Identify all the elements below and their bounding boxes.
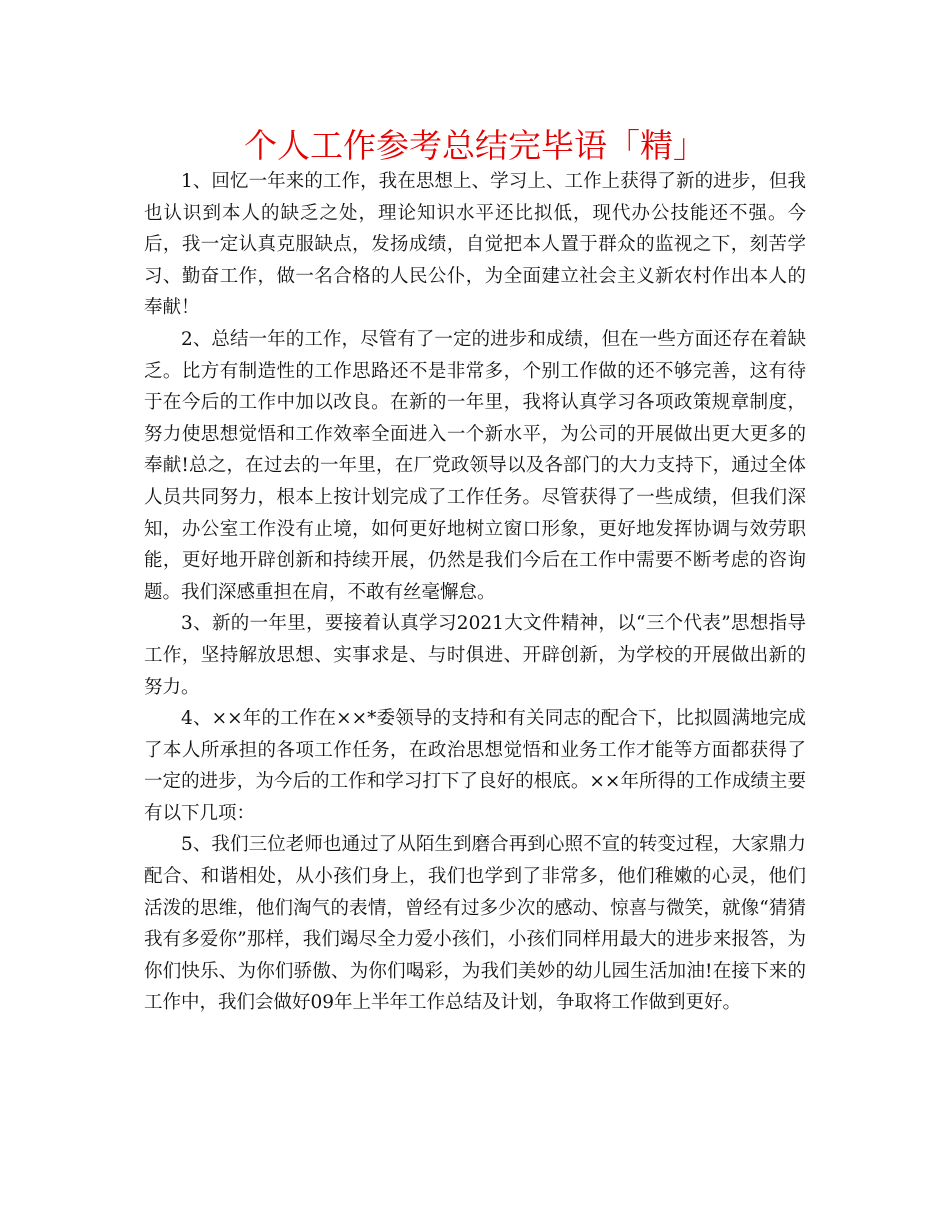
document-body [144, 166, 806, 1019]
page-title: 个人工作参考总结完毕语「精」 [244, 126, 706, 165]
paragraph-1: 1、回忆一年来的工作，我在思想上、学习上、工作上获得了新的进步，但我也认识到本人的缺乏之处，理论知识水平还比拟低，现代办公技能还不强。今后，我一定认真克服缺点，发扬成绩，自觉把本人置于群众的监视之下，刻苦学习、勤奋工作，做一名合格的人民公仆，为全面建立社会主义新农村作出本人的奉献！ [144, 171, 806, 319]
paragraph-4: 4、××年的工作在××*委领导的支持和有关同志的配合下，比拟圆满地完成了本人所承担的各项工作任务，在政治思想觉悟和业务工作才能等方面都获得了一定的进步，为今后的工作和学习打下了良好的根底。××年所得的工作成绩主要有以下几项： [144, 708, 806, 824]
paragraph-2: 2、总结一年的工作，尽管有了一定的进步和成绩，但在一些方面还存在着缺乏。比方有制造性的工作思路还不是非常多，个别工作做的还不够完善，这有待于在今后的工作中加以改良。在新的一年里，我将认真学习各项政策规章制度，努力使思想觉悟和工作效率全面进入一个新水平，为公司的开展做出更大更多的奉献!总之，在过去的一年里，在厂党政领导以及各部门的大力支持下，通过全体人员共同努力，根本上按计划完成了工作任务。尽管获得了一些成绩，但我们深知，办公室工作没有止境，如何更好地树立窗口形象，更好地发挥协调与效劳职能，更好地开辟创新和持续开展，仍然是我们今后在工作中需要不断考虑的咨询题。我们深感重担在肩，不敢有丝毫懈怠。 [144, 328, 806, 603]
paragraph-3: 3、新的一年里，要接着认真学习2021大文件精神，以“三个代表”思想指导工作，坚持解放思想、实事求是、与时俱进、开辟创新，为学校的开展做出新的努力。 [144, 613, 806, 698]
paragraph-5: 5、我们三位老师也通过了从陌生到磨合再到心照不宣的转变过程，大家鼎力配合、和谐相处，从小孩们身上，我们也学到了非常多，他们稚嫩的心灵，他们活泼的思维，他们淘气的表情，曾经有过多少次的感动、惊喜与微笑，就像“猜猜我有多爱你”那样，我们竭尽全力爱小孩们，小孩们同样用最大的进步来报答，为你们快乐、为你们骄傲、为你们喝彩，为我们美妙的幼儿园生活加油!在接下来的工作中，我们会做好09年上半年工作总结及计划，争取将工作做到更好。 [144, 834, 806, 1014]
